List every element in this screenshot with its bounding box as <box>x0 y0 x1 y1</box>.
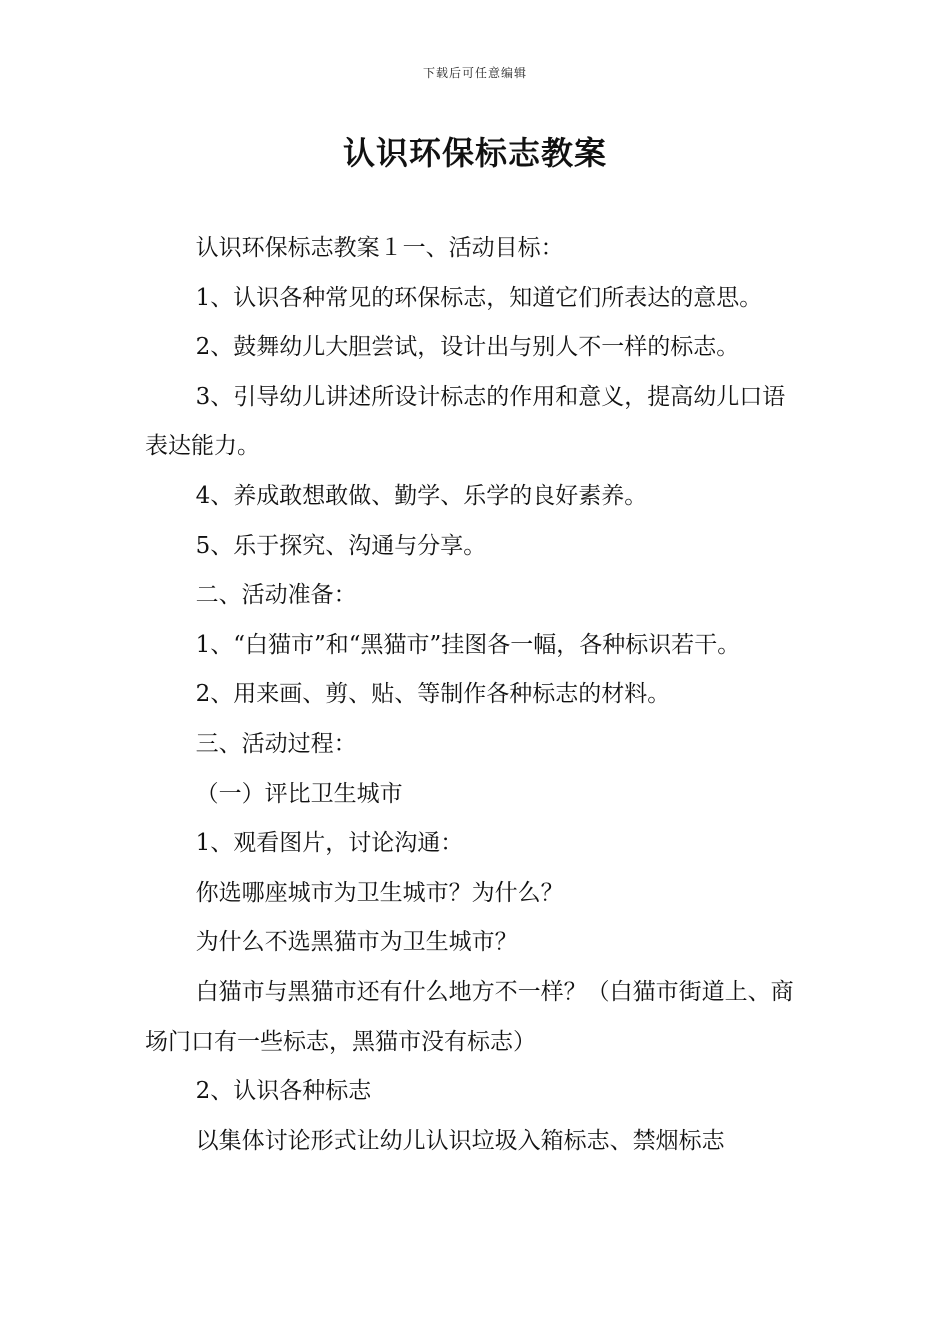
paragraph-step-1: 1、观看图片，讨论沟通： <box>195 830 464 857</box>
paragraph-question-2: 为什么不选黑猫市为卫生城市？ <box>195 929 518 956</box>
paragraph-objective-5: 5、乐于探究、沟通与分享。 <box>195 532 487 559</box>
heading-process: 三、活动过程： <box>195 730 357 757</box>
paragraph-objective-4: 4、养成敢想敢做、勤学、乐学的良好素养。 <box>195 482 648 509</box>
paragraph-objective-2: 2、鼓舞幼儿大胆尝试，设计出与别人不一样的标志。 <box>195 334 740 361</box>
paragraph-intro-objectives: 认识环保标志教案１一、活动目标： <box>195 235 564 261</box>
document-body <box>145 224 807 1166</box>
subheading-evaluate-city: （一）评比卫生城市 <box>195 780 403 807</box>
paragraph-step-2: 2、认识各种标志 <box>195 1078 372 1105</box>
paragraph-objective-3: 3、引导幼儿讲述所设计标志的作用和意义，提高幼儿口语表达能力。 <box>145 383 786 460</box>
paragraph-question-1: 你选哪座城市为卫生城市？为什么？ <box>195 879 564 906</box>
heading-preparation: 二、活动准备： <box>195 582 357 609</box>
paragraph-preparation-2: 2、用来画、剪、贴、等制作各种标志的材料。 <box>195 681 671 708</box>
paragraph-discussion: 以集体讨论形式让幼儿认识垃圾入箱标志、禁烟标志 <box>195 1127 725 1154</box>
paragraph-preparation-1: 1、“白猫市”和“黑猫市”挂图各一幅，各种标识若干。 <box>195 631 741 658</box>
document-title: 认识环保标志教案 <box>342 134 607 172</box>
paragraph-question-3: 白猫市与黑猫市还有什么地方不一样？（白猫市街道上、商场门口有一些标志，黑猫市没有标志） <box>145 978 794 1055</box>
paragraph-objective-1: 1、认识各种常见的环保标志，知道它们所表达的意思。 <box>195 284 763 311</box>
page-header-note: 下载后可任意编辑 <box>422 66 527 80</box>
